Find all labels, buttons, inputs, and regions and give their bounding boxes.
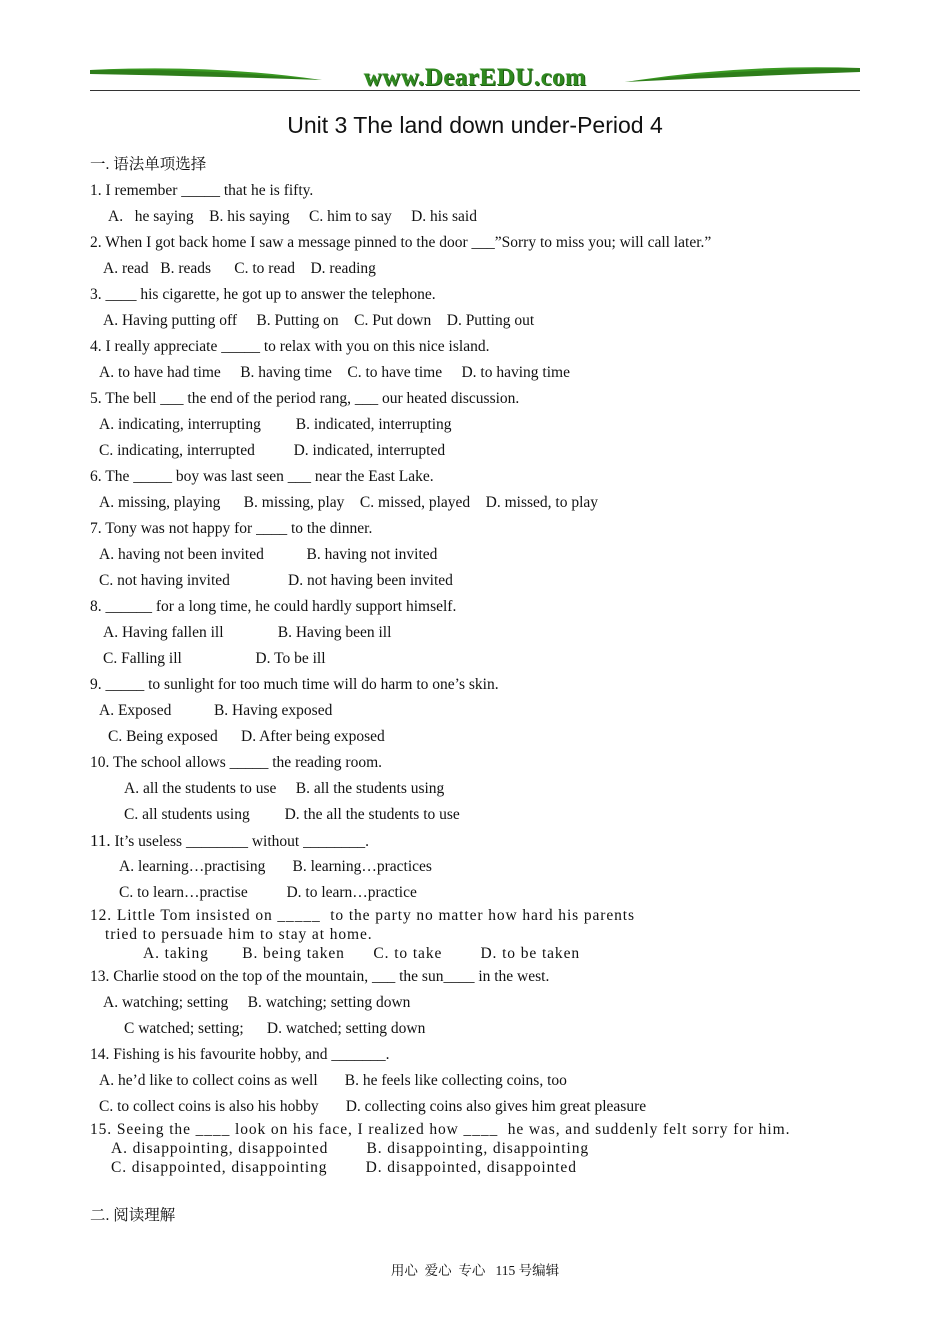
question-options: A. he saying B. his saying C. him to say D. his said — [108, 208, 477, 225]
question-stem-continued: tried to persuade him to stay at home. — [105, 926, 373, 943]
question-options: A. Having putting off B. Putting on C. Put down D. Putting out — [103, 312, 535, 329]
section-heading-reading: 二. 阅读理解 — [90, 1207, 176, 1224]
question-stem: 14. Fishing is his favourite hobby, and _______. — [90, 1046, 390, 1063]
question-options: A. to have had time B. having time C. to have time D. to having time — [99, 364, 570, 381]
question-stem: 12. Little Tom insisted on _____ to the party no matter how hard his parents — [90, 907, 635, 924]
question-stem: 15. Seeing the ____ look on his face, I realized how ____ he was, and suddenly felt sorry for him. — [90, 1121, 791, 1138]
question-options: C. not having invited D. not having been invited — [99, 572, 453, 589]
question-options: C watched; setting; D. watched; setting down — [124, 1020, 426, 1037]
question-stem: 13. Charlie stood on the top of the mountain, ___ the sun____ in the west. — [90, 968, 550, 985]
question-options: C. to learn…practise D. to learn…practice — [119, 884, 417, 901]
question-options: C. indicating, interrupted D. indicated, interrupted — [99, 442, 446, 459]
question-stem — [90, 831, 369, 852]
question-stem: 5. The bell ___ the end of the period rang, ___ our heated discussion. — [90, 390, 520, 407]
question-options: A. Having fallen ill B. Having been ill — [103, 624, 392, 641]
question-stem: 10. The school allows _____ the reading room. — [90, 754, 383, 771]
question-stem-text: It’s useless ________ without ________. — [110, 833, 369, 850]
question-options: C. to collect coins is also his hobby D. collecting coins also gives him great pleasure — [99, 1098, 647, 1115]
question-options: A. missing, playing B. missing, play C. missed, played D. missed, to play — [99, 494, 599, 511]
question-options: A. all the students to use B. all the students using — [124, 780, 445, 797]
section-heading-grammar: 一. 语法单项选择 — [90, 156, 207, 173]
question-options: A. he’d like to collect coins as well B. he feels like collecting coins, too — [99, 1072, 567, 1089]
question-options: A. disappointing, disappointed B. disappointing, disappointing — [111, 1140, 590, 1157]
site-logo-text[interactable]: www.DearEDU.com — [363, 64, 587, 91]
question-options: C. all students using D. the all the students to use — [124, 806, 460, 823]
header-rule — [90, 90, 860, 91]
question-stem: 6. The _____ boy was last seen ___ near the East Lake. — [90, 468, 434, 485]
question-options: A. watching; setting B. watching; setting down — [103, 994, 411, 1011]
question-stem: 2. When I got back home I saw a message pinned to the door ___”Sorry to miss you; will call later.” — [90, 234, 712, 251]
question-options: C. disappointed, disappointing D. disappointed, disappointed — [111, 1159, 577, 1176]
page-title: Unit 3 The land down under-Period 4 — [287, 112, 663, 138]
question-options: A. taking B. being taken C. to take D. to be taken — [143, 945, 581, 962]
question-options: A. learning…practising B. learning…practices — [119, 858, 432, 875]
question-stem: 3. ____ his cigarette, he got up to answer the telephone. — [90, 286, 436, 303]
question-stem: 4. I really appreciate _____ to relax with you on this nice island. — [90, 338, 490, 355]
question-options: A. indicating, interrupting B. indicated, interrupting — [99, 416, 452, 433]
question-options: A. Exposed B. Having exposed — [99, 702, 333, 719]
question-number: 11. — [90, 831, 111, 850]
question-stem: 9. _____ to sunlight for too much time will do harm to one’s skin. — [90, 676, 499, 693]
question-options: C. Being exposed D. After being exposed — [108, 728, 385, 745]
question-stem: 7. Tony was not happy for ____ to the dinner. — [90, 520, 373, 537]
question-options: C. Falling ill D. To be ill — [103, 650, 326, 667]
question-options: A. read B. reads C. to read D. reading — [103, 260, 376, 277]
page-footer: 用心 爱心 专心 115 号编辑 — [390, 1263, 560, 1278]
question-stem: 1. I remember _____ that he is fifty. — [90, 182, 314, 199]
question-options: A. having not been invited B. having not invited — [99, 546, 438, 563]
question-stem: 8. ______ for a long time, he could hardly support himself. — [90, 598, 457, 615]
